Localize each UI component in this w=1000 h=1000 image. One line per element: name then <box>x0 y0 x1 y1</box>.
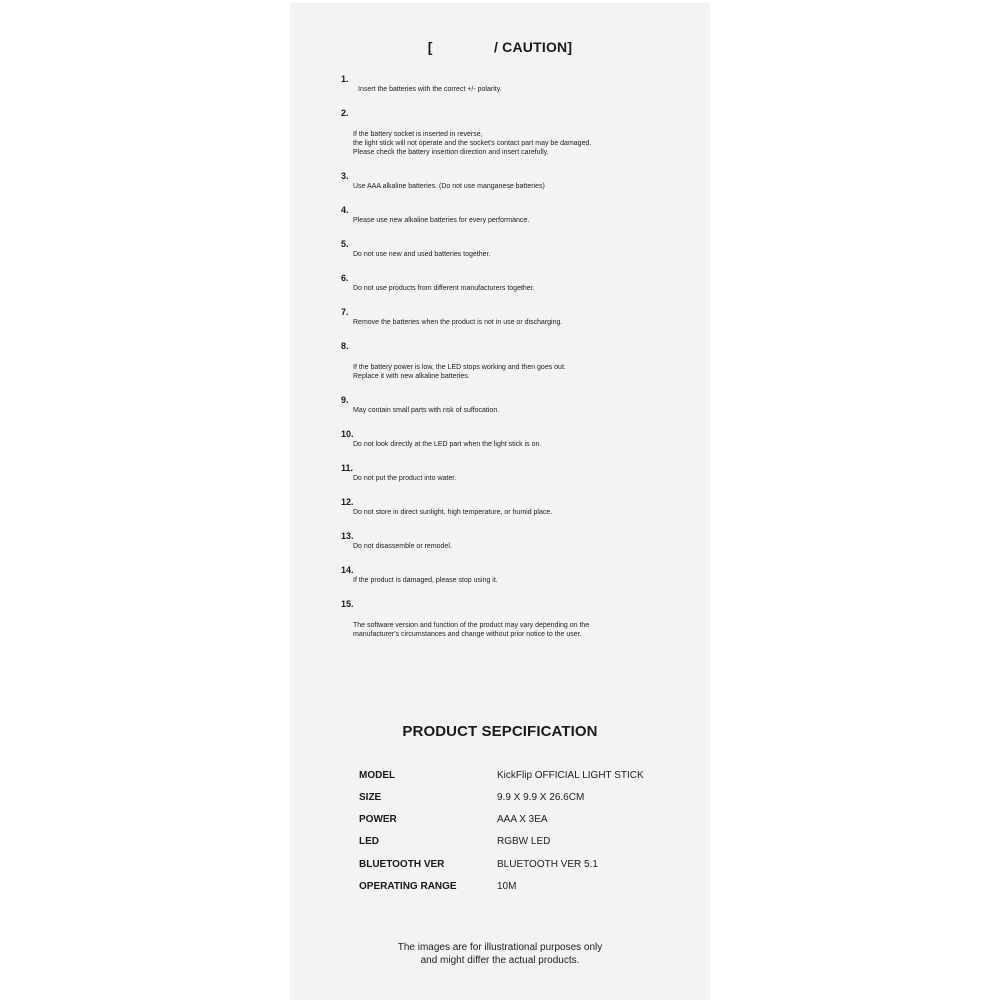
caution-item-number: 7. <box>341 307 349 317</box>
spec-value: BLUETOOTH VER 5.1 <box>497 859 598 870</box>
spec-key: MODEL <box>359 770 396 781</box>
caution-item-number: 15. <box>341 599 354 609</box>
spec-row <box>359 835 679 849</box>
caution-item-text: Do not look directly at the LED part when the light stick is on. <box>353 441 542 448</box>
caution-item-text: If the product is damaged, please stop using it. <box>353 577 498 584</box>
spec-value: AAA X 3EA <box>497 814 548 825</box>
disclaimer-line: and might differ the actual products. <box>420 955 580 966</box>
disclaimer-line: The images are for illustrational purposes only <box>397 942 603 953</box>
spec-value: 9.9 X 9.9 X 26.6CM <box>497 792 585 803</box>
caution-item-number: 6. <box>341 273 349 283</box>
caution-item-text: Do not use new and used batteries together. <box>353 251 491 258</box>
caution-item-number: 11. <box>341 463 354 473</box>
caution-item-number: 8. <box>341 341 349 351</box>
spec-key: BLUETOOTH VER <box>359 859 445 870</box>
caution-item-text: Insert the batteries with the correct +/- polarity. <box>358 86 502 93</box>
caution-item-text: Do not use products from different manufacturers together. <box>353 285 535 292</box>
caution-item-text: Do not store in direct sunlight, high temperature, or humid place. <box>353 509 553 516</box>
caution-item-text: Do not disassemble or remodel. <box>353 543 452 550</box>
spec-row <box>359 858 679 872</box>
caution-item-number: 12. <box>341 497 354 507</box>
caution-item-text: If the battery socket is inserted in reverse, the light stick will not operate and the socket's contact part may be damaged. Please check the battery insertion direction and insert carefully. <box>353 131 592 156</box>
caution-item-number: 5. <box>341 239 349 249</box>
spec-value: KickFlip OFFICIAL LIGHT STICK <box>497 770 644 781</box>
spec-title: PRODUCT SEPCIFICATION <box>402 723 598 740</box>
spec-row <box>359 813 679 827</box>
spec-row <box>359 791 679 805</box>
caution-item-number: 1. <box>341 74 349 84</box>
disclaimer <box>290 941 710 967</box>
caution-item-number: 3. <box>341 171 349 181</box>
spec-value: RGBW LED <box>497 836 551 847</box>
caution-item-text: Use AAA alkaline batteries. (Do not use manganese batteries) <box>353 183 545 190</box>
spec-key: SIZE <box>359 792 382 803</box>
caution-item-text: Please use new alkaline batteries for every performance. <box>353 217 530 224</box>
caution-item-number: 2. <box>341 108 349 118</box>
spec-key: LED <box>359 836 379 847</box>
instruction-panel <box>290 3 710 1000</box>
caution-title: [ / CAUTION] <box>427 39 573 55</box>
spec-key: POWER <box>359 814 397 825</box>
caution-item-number: 9. <box>341 395 349 405</box>
caution-item-text: If the battery power is low, the LED stops working and then goes out. Replace it with new alkaline batteries. <box>353 364 566 380</box>
caution-item-number: 14. <box>341 565 354 575</box>
spec-row <box>359 880 679 894</box>
caution-item-number: 4. <box>341 205 349 215</box>
caution-item-text: The software version and function of the product may vary depending on the manufacturer's circumstances and change without prior notice to the user. <box>353 622 590 638</box>
caution-item-text: May contain small parts with risk of suffocation. <box>353 407 500 414</box>
spec-value: 10M <box>497 881 517 892</box>
caution-item-number: 10. <box>341 429 354 439</box>
caution-item-text: Remove the batteries when the product is not in use or discharging. <box>353 319 563 326</box>
spec-row <box>359 769 679 783</box>
caution-item-number: 13. <box>341 531 354 541</box>
caution-item-text: Do not put the product into water. <box>353 475 457 482</box>
spec-key: OPERATING RANGE <box>359 881 457 892</box>
